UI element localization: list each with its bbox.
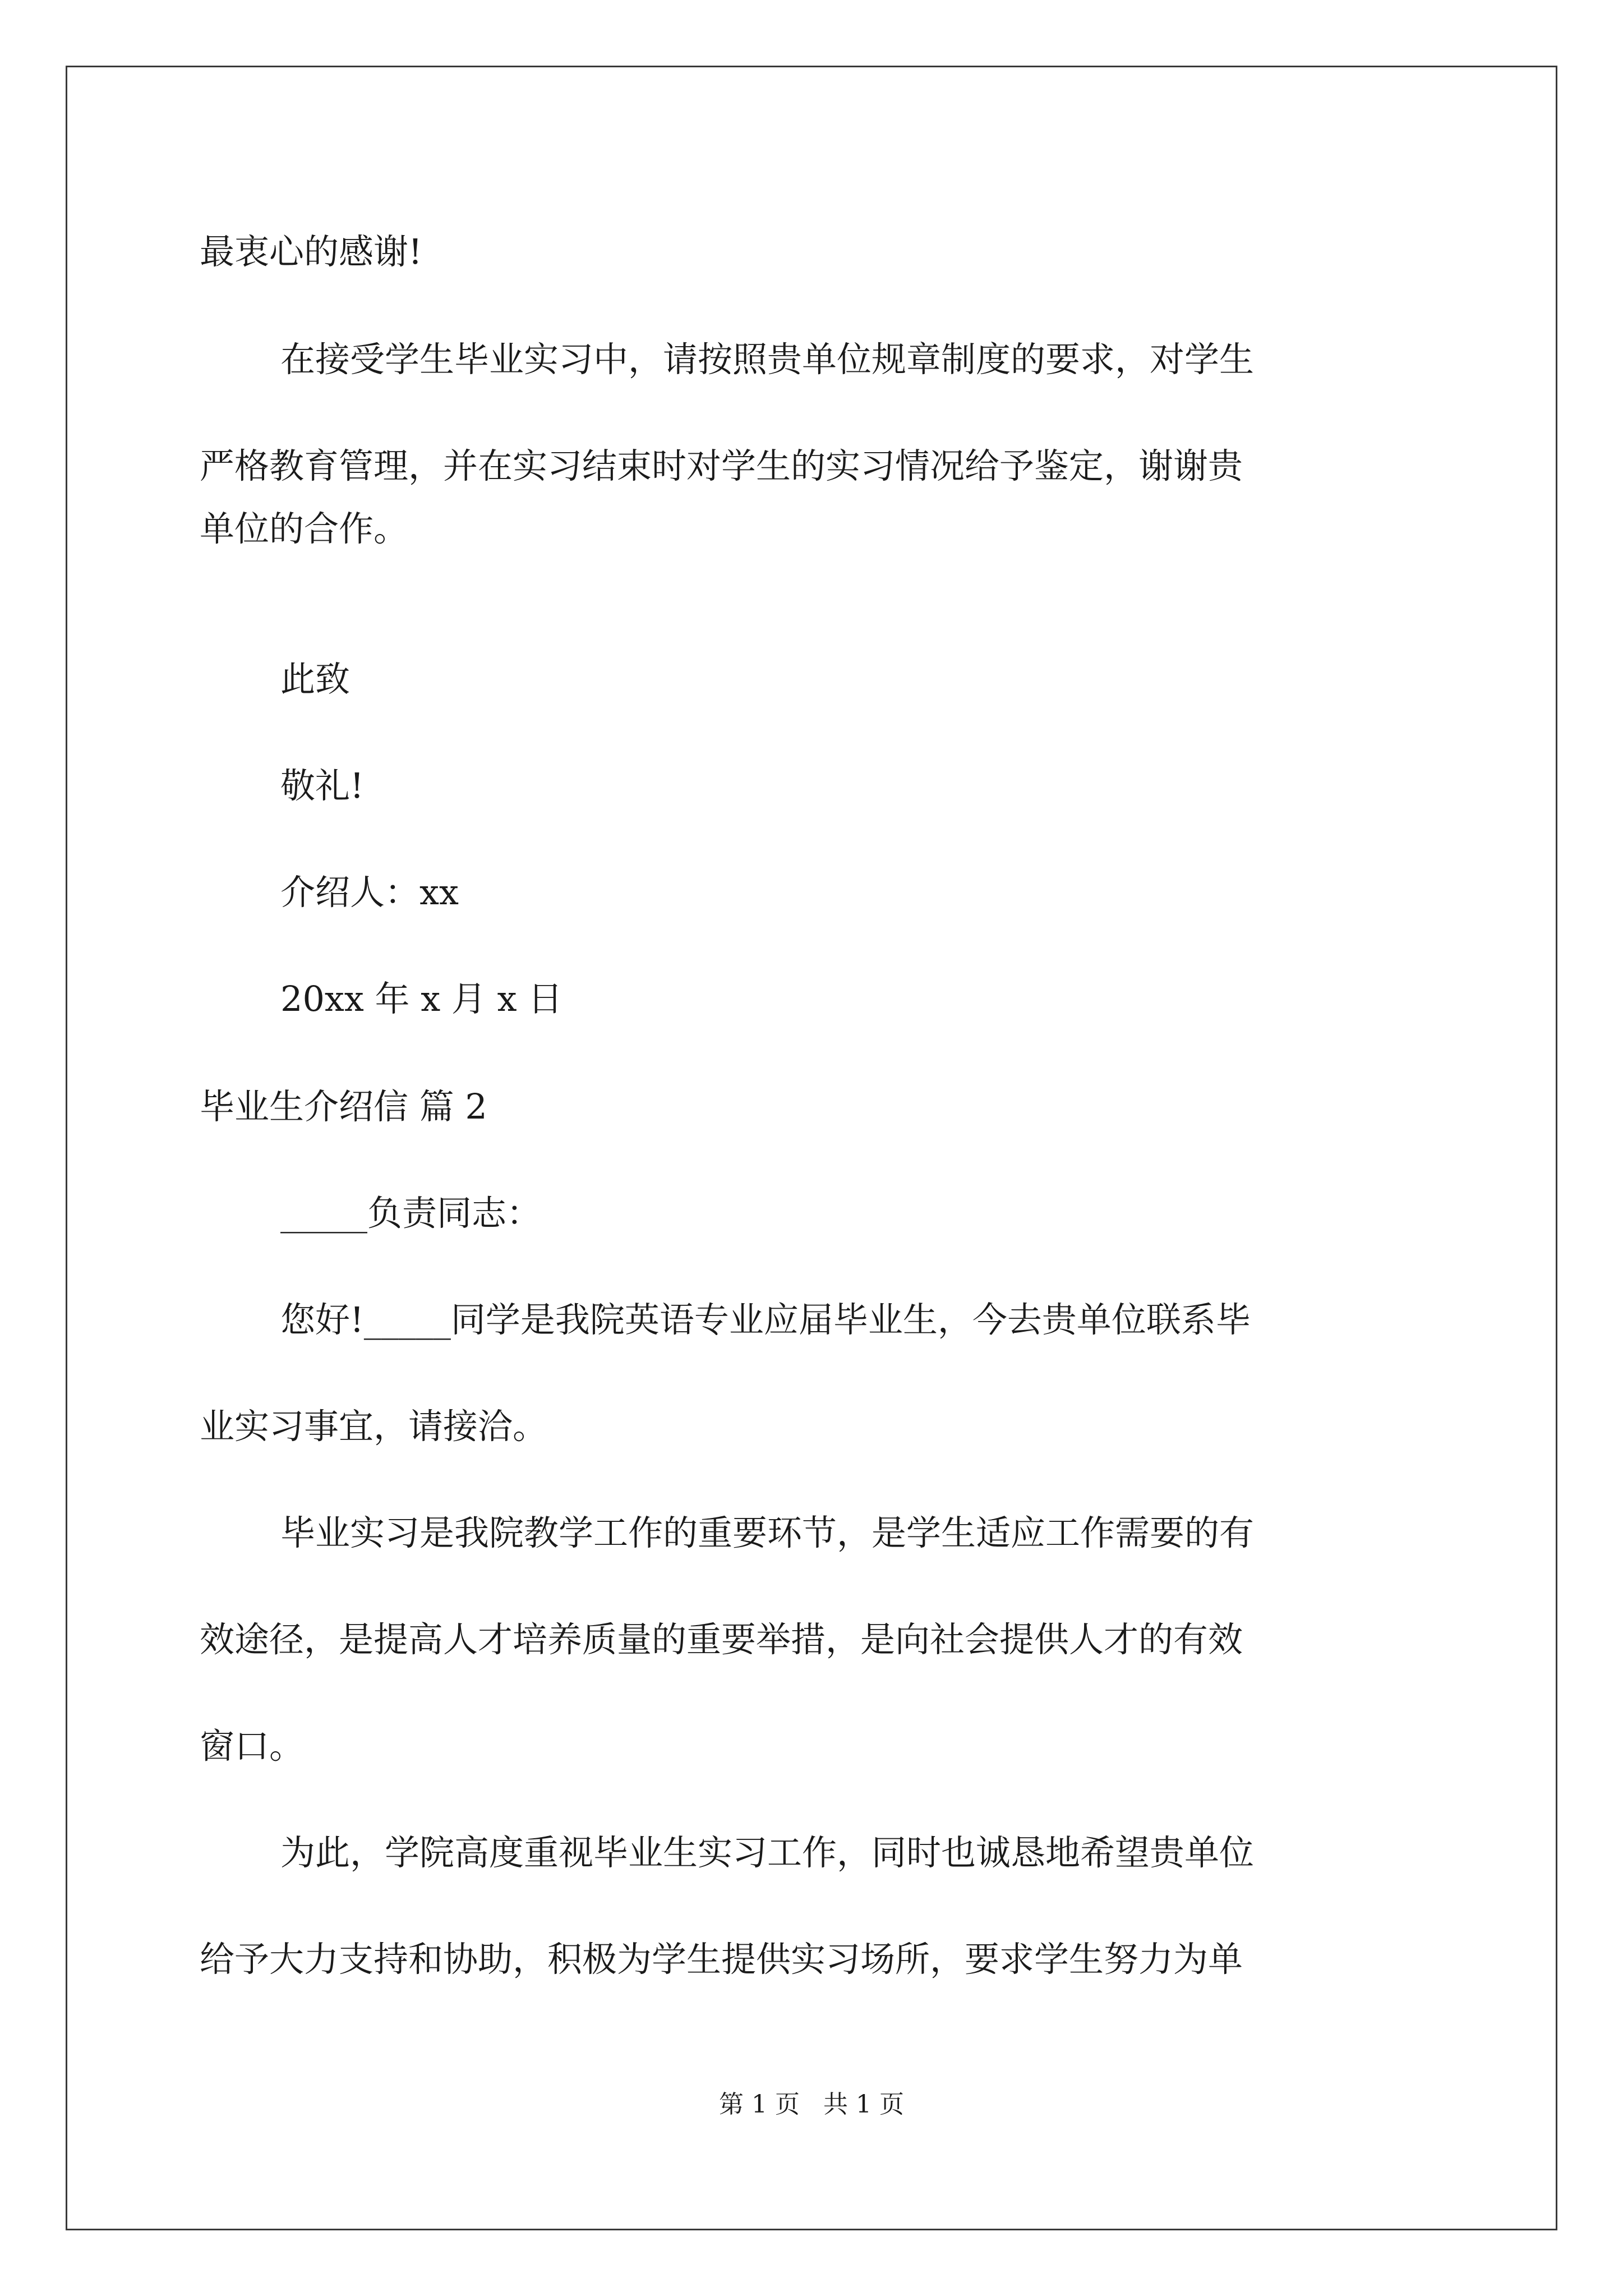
text-line: 给予大力支持和协助，积极为学生提供实习场所，要求学生努力为单 [200, 1939, 1243, 1980]
text-line: 严格教育管理，并在实习结束时对学生的实习情况给予鉴定，谢谢贵 [200, 445, 1243, 486]
page-border [66, 66, 1557, 2230]
text-line: 20xx 年 x 月 x 日 [280, 978, 563, 1019]
section-heading: 毕业生介绍信 篇 2 [200, 1086, 487, 1127]
text-line: 介绍人：xx [280, 872, 459, 913]
text-line: 为此，学院高度重视毕业生实习工作，同时也诚恳地希望贵单位 [280, 1832, 1255, 1873]
text-line: 您好!_____同学是我院英语专业应届毕业生，今去贵单位联系毕 [280, 1299, 1251, 1340]
text-line: 单位的合作。 [200, 508, 409, 549]
text-line: 业实习事宜，请接洽。 [200, 1406, 548, 1447]
salutation: _____负责同志： [280, 1193, 542, 1234]
text-line: 此致 [280, 659, 351, 700]
text-line: 敬礼! [280, 765, 364, 806]
text-line: 毕业实习是我院教学工作的重要环节，是学生适应工作需要的有 [280, 1512, 1255, 1553]
text-line: 窗口。 [200, 1726, 305, 1766]
text-line: 最衷心的感谢! [200, 231, 422, 272]
page-footer: 第 1 页 共 1 页 [719, 2090, 904, 2119]
text-line: 效途径，是提高人才培养质量的重要举措，是向社会提供人才的有效 [200, 1619, 1243, 1660]
text-line: 在接受学生毕业实习中，请按照贵单位规章制度的要求，对学生 [280, 339, 1255, 380]
